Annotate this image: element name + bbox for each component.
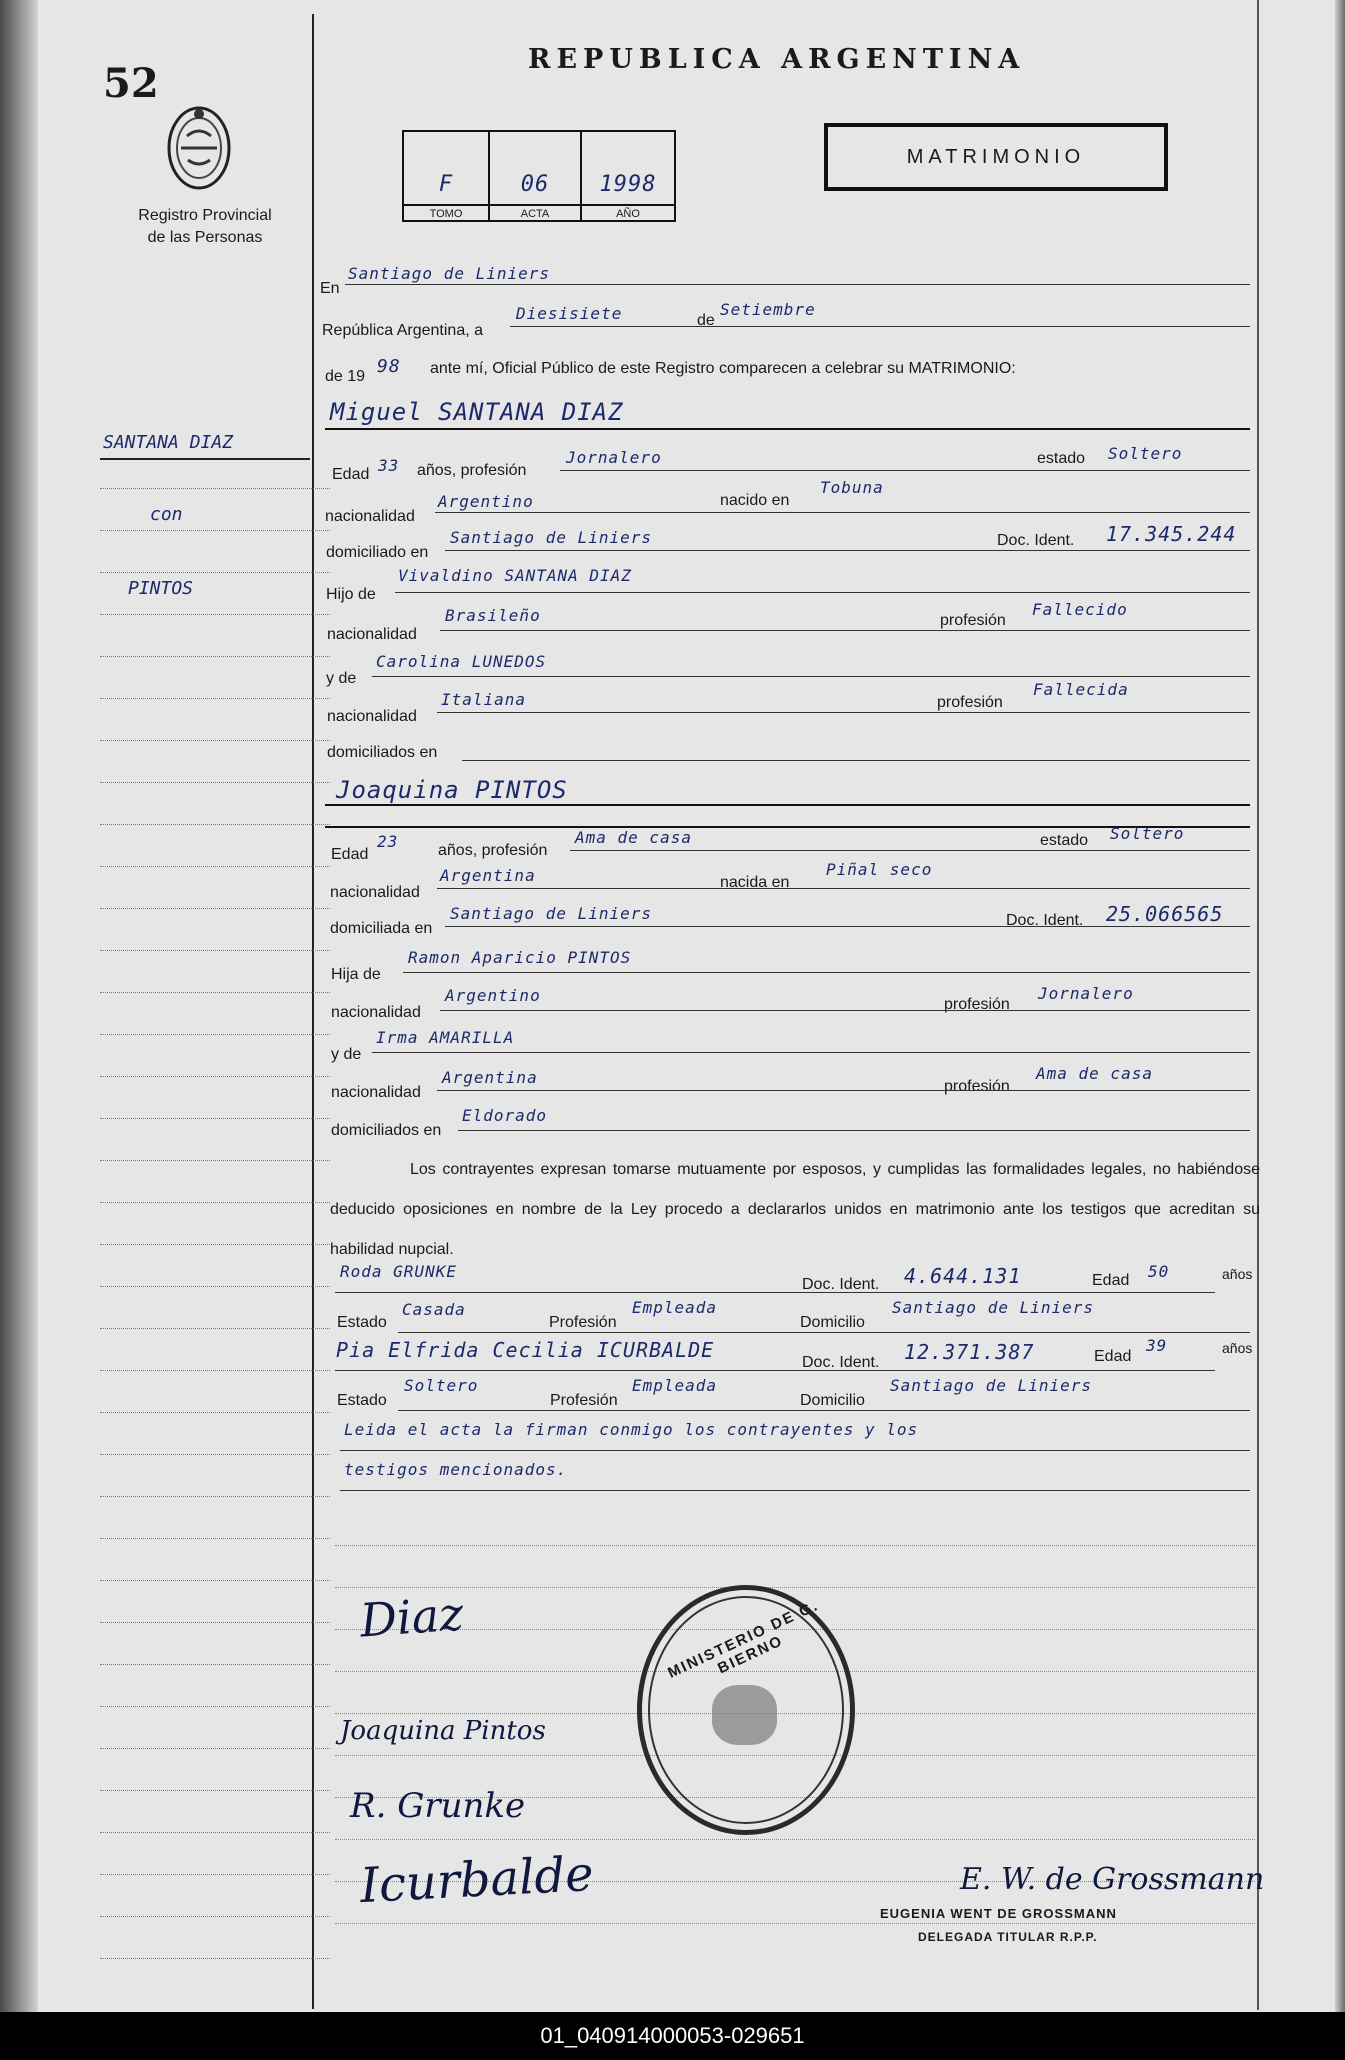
margin-con: con (150, 504, 183, 525)
witness2-doc-label: Doc. Ident. (802, 1354, 880, 1371)
republica-label: República Argentina, a (322, 322, 483, 339)
groom-doc-label: Doc. Ident. (997, 532, 1075, 549)
margin-groom-surname: SANTANA DIAZ (103, 432, 234, 453)
signature-witness2: Icurbalde (358, 1845, 595, 1915)
groom-anos-label: años, profesión (417, 462, 527, 479)
witness2-domicilio-label: Domicilio (800, 1392, 865, 1409)
witness2-anos-label: años (1222, 1340, 1253, 1356)
groom-mother-nationality: Italiana (441, 690, 527, 709)
bride-mother-nac-label: nacionalidad (331, 1084, 421, 1101)
bride-age: 23 (377, 832, 399, 851)
witness2-status: Soltero (404, 1376, 479, 1395)
officer-stamp-line2: DELEGADA TITULAR R.P.P. (918, 1930, 1098, 1944)
groom-father: Vivaldino SANTANA DIAZ (398, 566, 632, 585)
groom-name: Miguel SANTANA DIAZ (330, 398, 624, 426)
bride-domiciliados-label: domiciliados en (331, 1122, 442, 1139)
ministry-seal (637, 1585, 855, 1835)
groom-estado-label: estado (1037, 450, 1086, 467)
bride-nationality: Argentina (440, 866, 536, 885)
declaration-text: Los contrayentes expresan tomarse mutuamente por esposos, y cumplidas las formalidades legales, no habiéndose deducido oposiciones en nombre de la Ley procedo a declararlos unidos en matrimonio ante los testigos que acreditan su habilidad nupcial. (330, 1161, 1260, 1258)
bride-father-nationality: Argentino (445, 986, 541, 1005)
bride-estado-label: estado (1040, 832, 1089, 849)
en-label: En (320, 280, 340, 297)
scan-id-footer (0, 2012, 1345, 2060)
bride-doc-label: Doc. Ident. (1006, 912, 1084, 929)
bride-father: Ramon Aparicio PINTOS (408, 948, 632, 967)
witness1-status: Casada (402, 1300, 466, 1319)
record-reference-box (402, 130, 676, 222)
groom-edad-label: Edad (332, 466, 370, 483)
bride-father-profession: Jornalero (1038, 984, 1134, 1003)
right-rule (1257, 0, 1259, 2010)
bride-mother-prof-label: profesión (944, 1078, 1010, 1095)
page-edge (1335, 0, 1345, 2012)
groom-father-prof-label: profesión (940, 612, 1006, 629)
bride-nacida-label: nacida en (720, 874, 790, 891)
book-binding (0, 0, 38, 2012)
ano-label: AÑO (616, 208, 640, 220)
ante-text: ante mí, Oficial Público de este Registro comparecen a celebrar su MATRIMONIO: (430, 360, 1016, 377)
officer-stamp-line1: EUGENIA WENT DE GROSSMANN (880, 1906, 1117, 1921)
closing-line2: testigos mencionados. (344, 1460, 568, 1479)
ano-value: 1998 (599, 172, 657, 197)
witness2-name: Pia Elfrida Cecilia ICURBALDE (336, 1338, 715, 1362)
registry-name (110, 205, 300, 249)
groom-mother-prof-label: profesión (937, 694, 1003, 711)
witness2-doc: 12.371.387 (904, 1340, 1035, 1364)
groom-mother: Carolina LUNEDOS (376, 652, 547, 671)
bride-mother: Irma AMARILLA (376, 1028, 515, 1047)
groom-domiciliado-label: domiciliado en (326, 544, 429, 561)
groom-age: 33 (378, 456, 400, 475)
groom-birthplace: Tobuna (820, 478, 884, 497)
tomo-value: F (438, 172, 454, 197)
bride-birthplace: Piñal seco (826, 860, 933, 879)
groom-domicile: Santiago de Liniers (450, 528, 653, 547)
closing-line1: Leida el acta la firman conmigo los contrayentes y los (344, 1420, 919, 1439)
de-label: de (697, 312, 715, 329)
seal-text: MINISTERIO DE G. BIERNO (665, 1596, 822, 1682)
day-value: Diesisiete (516, 304, 623, 323)
bride-domicile: Santiago de Liniers (450, 904, 653, 923)
witness2-domicile: Santiago de Liniers (890, 1376, 1093, 1395)
registry-line1: Registro Provincial (138, 207, 272, 224)
witness1-domicile: Santiago de Liniers (892, 1298, 1095, 1317)
bride-edad-label: Edad (331, 846, 369, 863)
bride-hija-label: Hija de (331, 966, 381, 983)
witness1-profession: Empleada (632, 1298, 718, 1317)
bride-status: Soltero (1110, 824, 1185, 843)
groom-mother-profession: Fallecida (1033, 680, 1129, 699)
groom-nationality: Argentino (438, 492, 534, 511)
year-suffix-value: 98 (377, 356, 401, 377)
witness1-doc: 4.644.131 (904, 1264, 1022, 1288)
scan-id: 01_040914000053-029651 (540, 2023, 805, 2048)
bride-nacionalidad-label: nacionalidad (330, 884, 420, 901)
groom-domiciliados-label: domiciliados en (327, 744, 438, 761)
signature-witness1: R. Grunke (350, 1786, 526, 1826)
witness1-doc-label: Doc. Ident. (802, 1276, 880, 1293)
witness1-age: 50 (1148, 1262, 1170, 1281)
bride-y-de-label: y de (331, 1046, 362, 1063)
matrimonio-box (824, 123, 1168, 191)
bride-parents-domicile: Eldorado (462, 1106, 548, 1125)
witness1-anos-label: años (1222, 1266, 1253, 1282)
witness1-estado-label: Estado (337, 1314, 387, 1331)
country-header: REPUBLICA ARGENTINA (528, 44, 1026, 75)
groom-father-profession: Fallecido (1032, 600, 1128, 619)
witness1-name: Roda GRUNKE (340, 1262, 457, 1281)
bride-doc: 25.066565 (1106, 902, 1224, 926)
bride-profession: Ama de casa (575, 828, 692, 847)
witness2-profession: Empleada (632, 1376, 718, 1395)
page-number: 52 (103, 60, 159, 107)
bride-name: Joaquina PINTOS (336, 776, 568, 804)
groom-doc: 17.345.244 (1106, 522, 1237, 546)
place-value: Santiago de Liniers (348, 264, 551, 283)
bride-mother-profession: Ama de casa (1036, 1064, 1153, 1083)
de-19-label: de 19 (325, 368, 366, 385)
witness1-prof-label: Profesión (549, 1314, 617, 1331)
month-value: Setiembre (720, 300, 816, 319)
margin-bride-surname: PINTOS (128, 578, 194, 599)
groom-nacionalidad-label: nacionalidad (325, 508, 415, 525)
bride-anos-label: años, profesión (438, 842, 548, 859)
acta-label: ACTA (520, 208, 550, 220)
groom-nacido-label: nacido en (720, 492, 790, 509)
registry-line2: de las Personas (147, 229, 263, 246)
witness2-prof-label: Profesión (550, 1392, 618, 1409)
acta-value: 06 (520, 172, 550, 197)
groom-y-de-label: y de (326, 670, 357, 687)
groom-mother-nac-label: nacionalidad (327, 708, 417, 725)
groom-father-nac-label: nacionalidad (327, 626, 417, 643)
signature-bride: Joaquina Pintos (340, 1716, 546, 1746)
witness2-age: 39 (1146, 1336, 1168, 1355)
bride-father-nac-label: nacionalidad (331, 1004, 421, 1021)
bride-domiciliada-label: domiciliada en (330, 920, 433, 937)
signature-officer: E. W. de Grossmann (960, 1862, 1265, 1897)
tomo-label: TOMO (429, 208, 463, 220)
margin-divider (312, 14, 314, 2009)
bride-mother-nationality: Argentina (442, 1068, 538, 1087)
seal-emblem (712, 1685, 777, 1745)
groom-status: Soltero (1108, 444, 1183, 463)
witness1-domicilio-label: Domicilio (800, 1314, 865, 1331)
witness2-edad-label: Edad (1094, 1348, 1132, 1365)
witness1-edad-label: Edad (1092, 1272, 1130, 1289)
witness2-estado-label: Estado (337, 1392, 387, 1409)
coat-of-arms-icon (158, 102, 240, 194)
groom-father-nationality: Brasileño (445, 606, 541, 625)
groom-profession: Jornalero (566, 448, 662, 467)
document-type: MATRIMONIO (906, 145, 1086, 168)
groom-hijo-label: Hijo de (326, 586, 376, 603)
signature-groom: Diaz (358, 1586, 466, 1648)
bride-father-prof-label: profesión (944, 996, 1010, 1013)
